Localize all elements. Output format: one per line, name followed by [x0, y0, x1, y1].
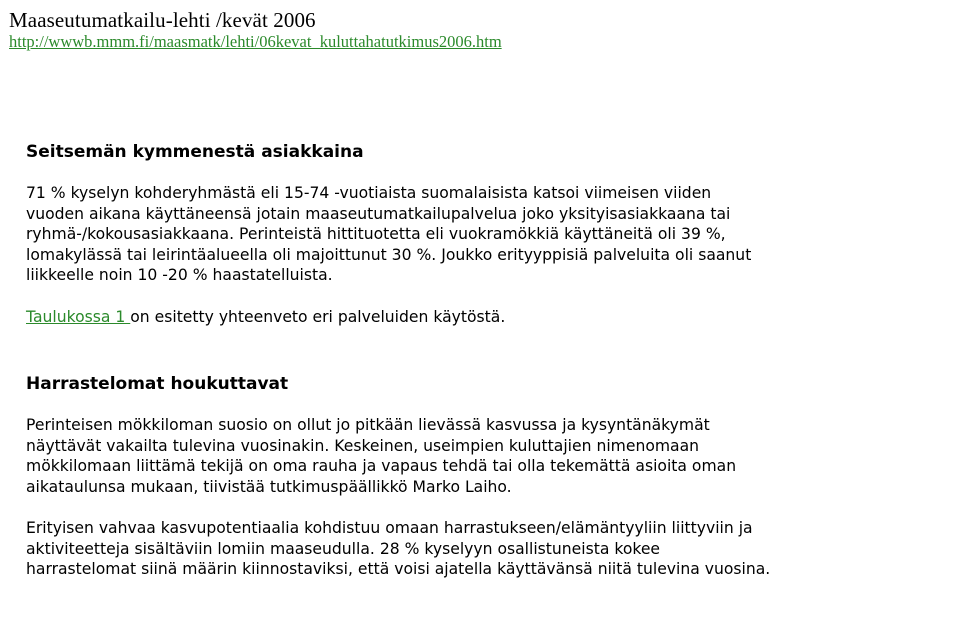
text-line: vuoden aikana käyttäneensä jotain maaseutumatkailupalvelua joko yksityisasiakkaana tai — [26, 204, 731, 223]
text-line: aikataulunsa mukaan, tiivistää tutkimuspäällikkö Marko Laiho. — [26, 477, 512, 496]
table-1-link[interactable]: Taulukossa 1 — [26, 307, 131, 326]
paragraph — [26, 518, 951, 580]
paragraph — [26, 307, 951, 328]
spacer — [26, 164, 951, 183]
spacer — [26, 286, 951, 307]
source-header — [9, 8, 502, 52]
spacer — [26, 396, 951, 415]
spacer — [26, 497, 951, 518]
text-line: on esitetty yhteenveto eri palveluiden käytöstä. — [130, 307, 506, 326]
text-line: Perinteisen mökkiloman suosio on ollut jo pitkään lievässä kasvussa ja kysyntänäkymät — [26, 416, 710, 434]
spacer — [26, 327, 951, 372]
paragraph — [26, 415, 951, 497]
text-line: lomakylässä tai leirintäalueella oli majoittunut 30 %. Joukko erityyppisiä palveluita oli saanut — [26, 245, 752, 264]
text-line: Erityisen vahvaa kasvupotentiaalia kohdistuu omaan harrastukseen/elämäntyyliin liittyviin ja — [26, 519, 753, 537]
section-heading: Harrastelomat houkuttavat — [26, 374, 289, 394]
paragraph — [26, 183, 951, 286]
text-line: ryhmä-/kokousasiakkaana. Perinteistä hittituotetta eli vuokramökkiä käyttäneitä oli 39 %, — [26, 225, 726, 243]
text-line: aktiviteetteja sisältäviin lomiin maaseudulla. 28 % kyselyyn osallistuneista kokee — [26, 539, 661, 558]
article-body — [26, 140, 951, 580]
text-line: liikkeelle noin 10 -20 % haastatelluista. — [26, 266, 333, 284]
text-line: mökkilomaan liittämä tekijä on oma rauha ja vapaus tehdä tai olla tekemättä asioita oman — [26, 457, 737, 475]
text-line: näyttävät vakailta tulevina vuosinakin. Keskeinen, useimpien kuluttajien nimenomaan — [26, 436, 700, 455]
source-title: Maaseutumatkailu-lehti /kevät 2006 — [9, 8, 316, 32]
text-line: 71 % kyselyn kohderyhmästä eli 15-74 -vuotiaista suomalaisista katsoi viimeisen viiden — [26, 184, 712, 202]
source-url-link[interactable]: http://wwwb.mmm.fi/maasmatk/lehti/06kevat_kuluttahatutkimus2006.htm — [9, 32, 502, 51]
text-line: harrastelomat siinä määrin kiinnostaviksi, että voisi ajatella käyttävänsä niitä tulevina vuosina. — [26, 560, 771, 578]
section-heading: Seitsemän kymmenestä asiakkaina — [26, 142, 364, 162]
